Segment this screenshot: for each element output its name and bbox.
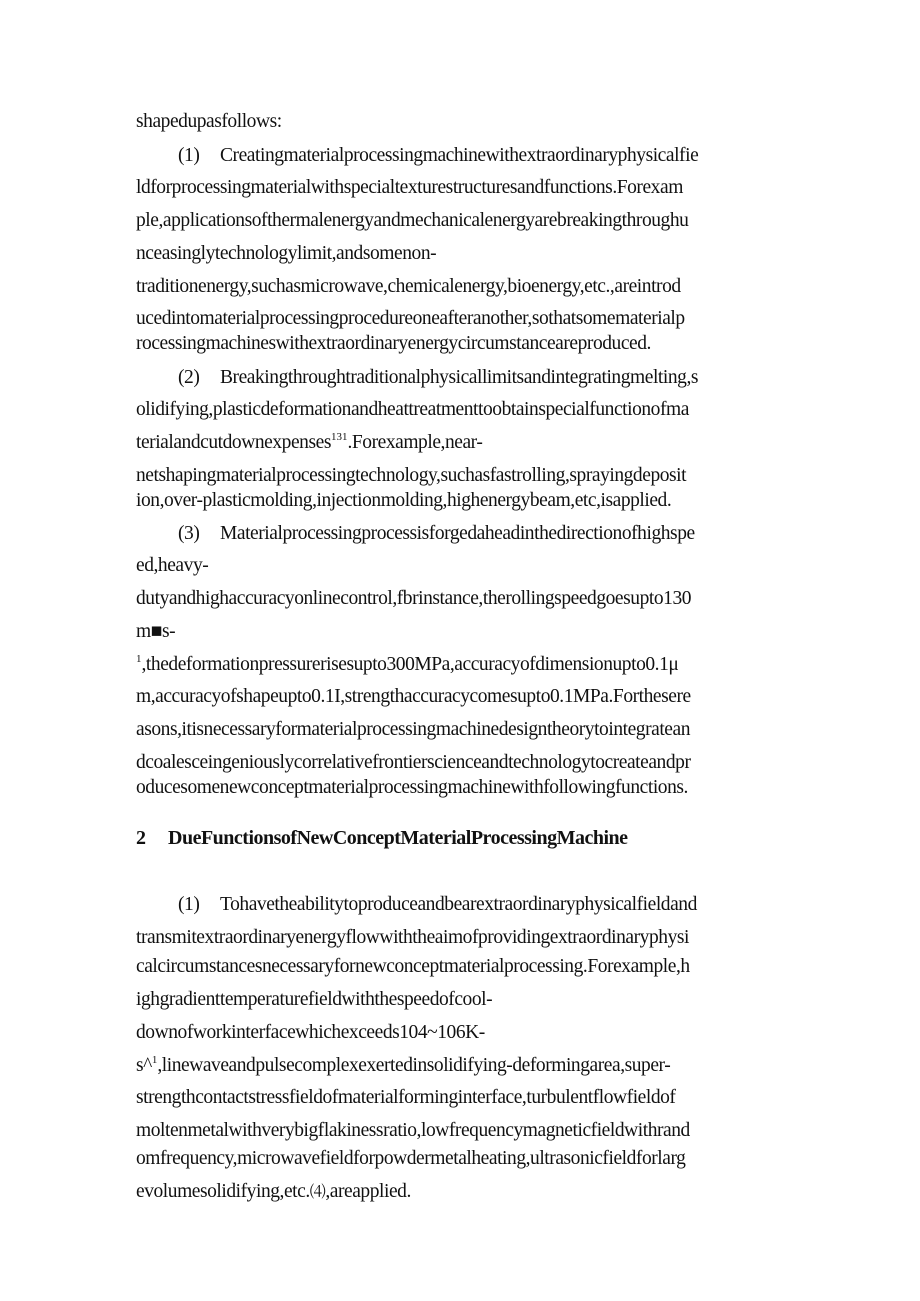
unit-superscript: 1 <box>151 1054 158 1066</box>
text-run: ,linewaveandpulsecomplexexertedinsolidifying-deformingarea,super- <box>157 1055 671 1076</box>
text-line: traditionenergy,suchasmicrowave,chemicalenergy,bioenergy,etc.,areintrod <box>136 276 681 297</box>
item-number: (1) <box>178 145 200 166</box>
text-line: strengthcontactstressfieldofmaterialforminginterface,turbulentflowfieldof <box>136 1087 676 1108</box>
text-line: olidifying,plasticdeformationandheattreatmenttoobtainspecialfunctionofma <box>136 399 689 420</box>
text-line: rocessingmachineswithextraordinaryenergycircumstanceareproduced. <box>136 333 651 354</box>
text-line: m■s- <box>136 621 176 642</box>
text-line: shapedupasfollows: <box>136 111 282 132</box>
text-run: Tohavetheabilitytoproduceandbearextraordinaryphysicalfieldand <box>220 894 697 915</box>
item-number: (1) <box>178 894 200 915</box>
text-line: ion,over-plasticmolding,injectionmolding,highenergybeam,etc,isapplied. <box>136 490 672 511</box>
text-line: asons,itisnecessaryformaterialprocessingmachinedesigntheorytointegratean <box>136 719 691 740</box>
text-run: s^ <box>136 1055 152 1076</box>
text-line: nceasinglytechnologylimit,andsomenon- <box>136 243 437 264</box>
text-run: ,areapplied. <box>325 1181 411 1202</box>
citation-marker: ⑷ <box>309 1184 326 1201</box>
text-line <box>136 431 791 455</box>
section-title: DueFunctionsofNewConceptMaterialProcessingMachine <box>168 827 628 849</box>
text-line: moltenmetalwithverybigflakinessratio,lowfrequencymagneticfieldwithrand <box>136 1120 690 1141</box>
item-number: (3) <box>178 523 200 544</box>
text-run: .Forexample,near- <box>347 432 483 453</box>
text-line: dutyandhighaccuracyonlinecontrol,fbrinstance,therollingspeedgoesupto130 <box>136 588 692 609</box>
text-line: transmitextraordinaryenergyflowwiththeaimofprovidingextraordinaryphysi <box>136 927 689 948</box>
text-line: ucedintomaterialprocessingprocedureoneafteranother,sothatsomematerialp <box>136 308 685 329</box>
text-line: dcoalesceingeniouslycorrelativefrontierscienceandtechnologytocreateandpr <box>136 752 691 773</box>
list-item-line <box>178 522 791 546</box>
text-line: ldforprocessingmaterialwithspecialtexturestructuresandfunctions.Forexam <box>136 177 683 198</box>
list-item-line <box>178 366 791 390</box>
list-item-line <box>178 893 791 917</box>
text-line <box>136 1180 791 1205</box>
item-number: (2) <box>178 367 200 388</box>
text-run: Creatingmaterialprocessingmachinewithextraordinaryphysicalfie <box>220 145 699 166</box>
text-run: Breakingthroughtraditionalphysicallimitsandintegratingmelting,s <box>220 367 699 388</box>
text-run: terialandcutdownexpenses <box>136 432 331 453</box>
text-run: evolumesolidifying,etc. <box>136 1181 310 1202</box>
section-heading <box>136 826 628 850</box>
section-number: 2 <box>136 827 146 849</box>
list-item-line <box>178 144 791 168</box>
text-line: netshapingmaterialprocessingtechnology,suchasfastrolling,sprayingdeposit <box>136 465 687 486</box>
text-line: ighgradienttemperaturefieldwiththespeedofcool- <box>136 989 493 1010</box>
text-line: m,accuracyofshapeupto0.1I,strengthaccuracycomesupto0.1MPa.Forthesere <box>136 686 691 707</box>
text-run: ,thedeformationpressurerisesupto300MPa,accuracyofdimensionupto0.1μ <box>141 654 679 675</box>
citation-superscript: 131 <box>330 431 348 443</box>
text-line: oducesomenewconceptmaterialprocessingmachinewithfollowingfunctions. <box>136 777 688 798</box>
unit-superscript: 1 <box>136 653 142 665</box>
text-line: downofworkinterfacewhichexceeds104~106K- <box>136 1022 485 1043</box>
text-run: Materialprocessingprocessisforgedaheadinthedirectionofhighspe <box>220 523 695 544</box>
text-line: omfrequency,microwavefieldforpowdermetalheating,ultrasonicfieldforlarg <box>136 1148 686 1169</box>
text-line: ple,applicationsofthermalenergyandmechanicalenergyarebreakingthroughu <box>136 210 689 231</box>
text-line <box>136 653 791 677</box>
text-line: ed,heavy- <box>136 555 209 576</box>
text-line: calcircumstancesnecessaryfornewconceptmaterialprocessing.Forexample,h <box>136 956 690 977</box>
text-line <box>136 1054 791 1078</box>
